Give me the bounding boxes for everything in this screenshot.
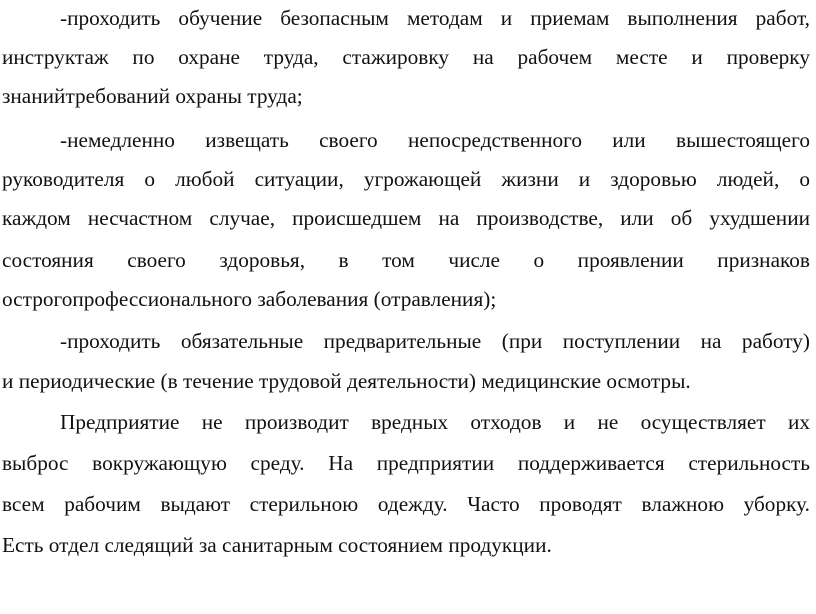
- text-line: всем рабочим выдают стерильною одежду. Часто проводят влажною уборку.: [2, 492, 810, 516]
- text-line: Предприятие не производит вредных отходов и не осуществляет их: [60, 410, 810, 434]
- text-line: руководителя о любой ситуации, угрожающей жизни и здоровью людей, о: [2, 167, 810, 191]
- text-line: и периодические (в течение трудовой деятельности) медицинские осмотры.: [2, 369, 691, 393]
- text-line: -проходить обязательные предварительные (при поступлении на работу): [60, 329, 810, 353]
- text-line: знанийтребований охраны труда;: [2, 84, 303, 108]
- text-line: -немедленно извещать своего непосредственного или вышестоящего: [60, 128, 810, 152]
- text-line: состояния своего здоровья, в том числе о проявлении признаков: [2, 248, 810, 272]
- text-line: выброс вокружающую среду. На предприятии поддерживается стерильность: [2, 451, 810, 475]
- text-line: Есть отдел следящий за санитарным состоянием продукции.: [2, 533, 552, 557]
- text-line: каждом несчастном случае, происшедшем на производстве, или об ухудшении: [2, 206, 810, 230]
- text-line: острогопрофессионального заболевания (отравления);: [2, 287, 497, 311]
- text-line: инструктаж по охране труда, стажировку на рабочем месте и проверку: [2, 45, 810, 69]
- text-line: -проходить обучение безопасным методам и приемам выполнения работ,: [60, 6, 810, 30]
